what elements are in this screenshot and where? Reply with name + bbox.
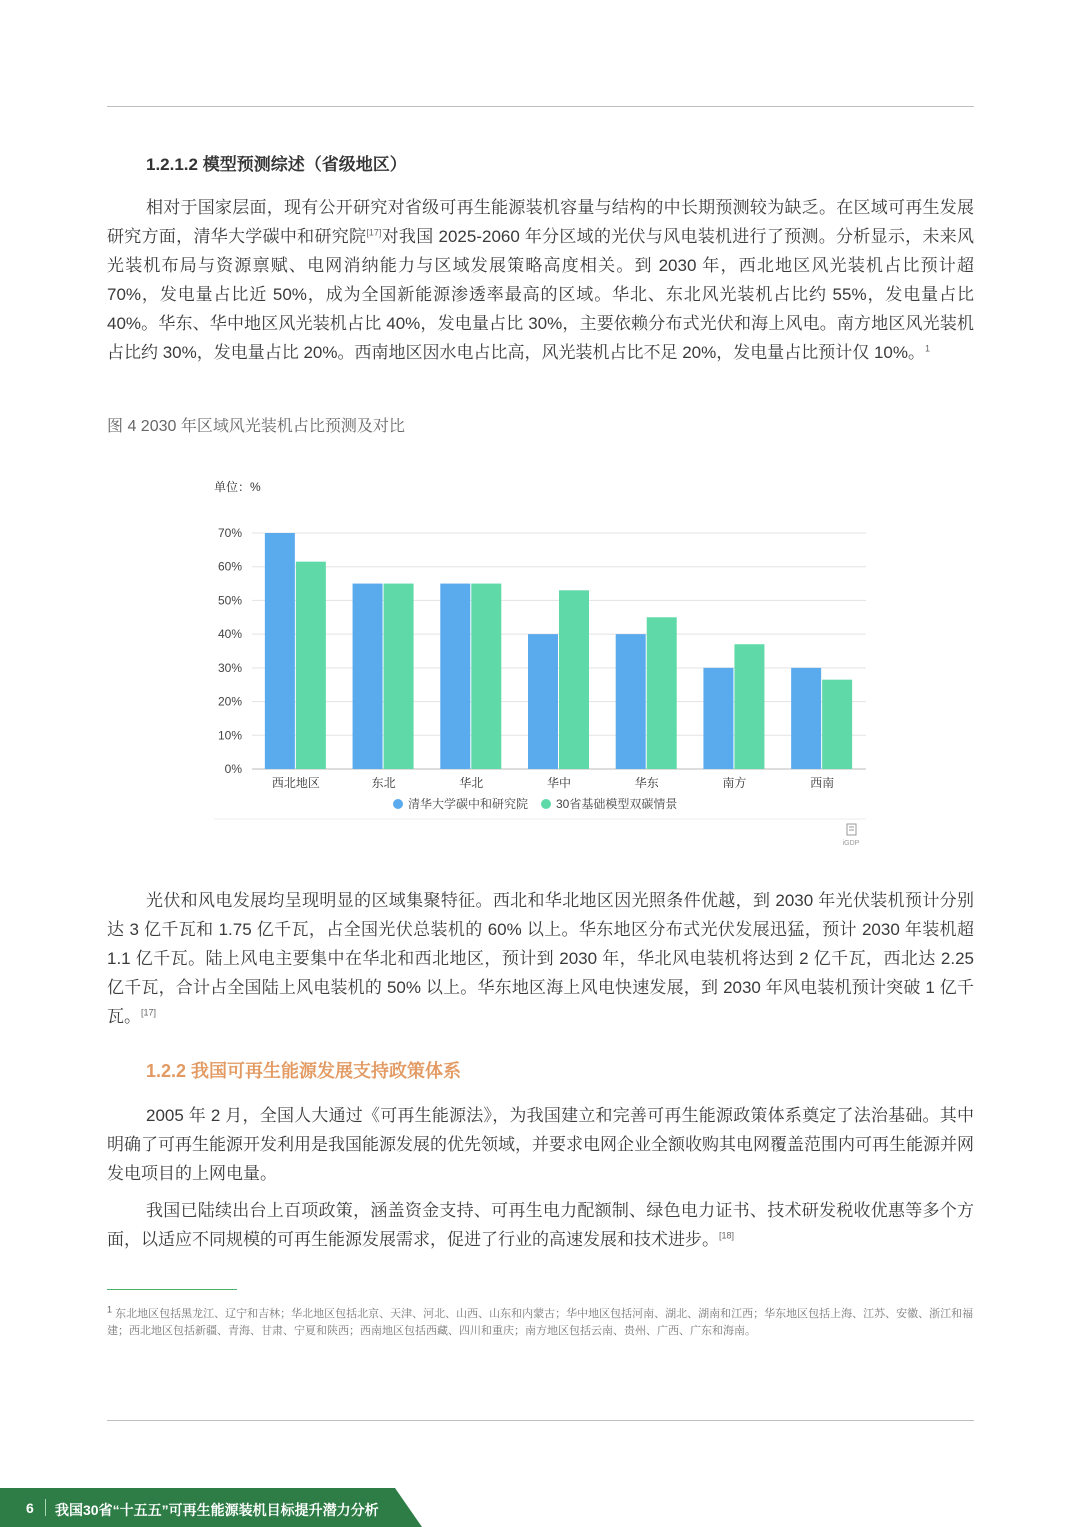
paragraph-regional-clustering [107, 886, 974, 1031]
footnote-text: 东北地区包括黑龙江、辽宁和吉林；华北地区包括北京、天津、河北、山西、山东和内蒙古；华中地区包括河南、湖北、湖南和江西；华东地区包括上海、江苏、安徽、浙江和福建；西北地区包括新疆、青海、甘肃、宁夏和陕西；西南地区包括西藏、四川和重庆；南方地区包括云南、贵州、广西、广东和海南。 [107, 1308, 974, 1337]
footnote [107, 1306, 974, 1340]
logo-text: iGDP [842, 840, 860, 847]
y-tick-label: 50% [217, 593, 242, 608]
x-category-label: 南方 [722, 776, 747, 790]
section-heading: 1.2.1.2 模型预测综述（省级地区） [146, 155, 407, 174]
igdp-logo [843, 824, 860, 847]
bar [296, 562, 326, 769]
bar [265, 533, 295, 769]
footnote-mark: 1 [925, 343, 931, 354]
bar [440, 584, 470, 769]
bar [353, 584, 383, 769]
bar [471, 584, 501, 769]
y-tick-label: 60% [217, 559, 242, 574]
bar-chart [200, 470, 880, 860]
bar [734, 644, 764, 769]
citation-ref: [18] [719, 1230, 735, 1241]
legend-entry: 清华大学碳中和研究院 [408, 797, 529, 811]
header-rule [107, 106, 974, 107]
paragraph-text: 光伏和风电发展均呈现明显的区域集聚特征。西北和华北地区因光照条件优越，到 2030 年光伏装机预计分别达 3 亿千瓦和 1.75 亿千瓦，占全国光伏总装机的 60% 以上。华东地区分布式光伏发展迅猛，预计 2030 年装机超 1.1 亿千瓦。陆上风电主要集中在华北和西北地区，预计到 2030 年，华北风电装机将达到 2 亿千瓦，西北达 2.25 亿千瓦，合计占全国陆上风电装机的 50% 以上。华东地区海上风电快速发展，到 2030 年风电装机预计突破 1 亿千瓦。 [107, 891, 974, 1026]
footnote-rule [107, 1289, 237, 1290]
x-category-label: 华中 [546, 776, 572, 790]
bar [647, 617, 677, 769]
figure-caption: 图 4 2030 年区域风光装机占比预测及对比 [107, 418, 405, 435]
footnote-mark: 1 [107, 1304, 113, 1315]
y-tick-label: 70% [217, 526, 242, 540]
x-category-label: 东北 [371, 776, 396, 790]
paragraph-model-overview [107, 193, 974, 367]
citation-ref: [17] [366, 227, 382, 238]
y-tick-label: 40% [217, 627, 242, 642]
report-title: 我国30省“十五五”可再生能源装机目标提升潜力分析 [55, 1502, 379, 1518]
legend-swatch [393, 799, 403, 809]
footer-rule [107, 1420, 974, 1421]
bar [384, 584, 414, 769]
y-tick-label: 0% [224, 762, 242, 776]
paragraph-policies [107, 1196, 974, 1254]
bar [703, 668, 733, 769]
bar-chart-svg [200, 470, 880, 860]
bar [559, 590, 589, 769]
paragraph-renewable-law: 2005 年 2 月，全国人大通过《可再生能源法》，为我国建立和完善可再生能源政策体系奠定了法治基础。其中明确了可再生能源开发利用是我国能源发展的优先领域，并要求电网企业全额收购其电网覆盖范围内可再生能源并网发电项目的上网电量。 [107, 1106, 974, 1183]
bar [791, 668, 821, 769]
legend-entry: 30省基础模型双碳情景 [556, 797, 678, 811]
y-tick-label: 10% [217, 728, 242, 743]
bar [616, 634, 646, 769]
x-category-label: 华东 [634, 776, 659, 790]
citation-ref: [17] [141, 1007, 157, 1018]
y-tick-label: 30% [217, 660, 242, 675]
x-category-label: 西南 [810, 776, 835, 790]
legend-swatch [541, 799, 551, 809]
footer-separator [45, 1499, 46, 1516]
paragraph-text: 我国已陆续出台上百项政策，涵盖资金支持、可再生电力配额制、绿色电力证书、技术研发税收优惠等多个方面，以适应不同规模的可再生能源发展需求，促进了行业的高速发展和技术进步。 [107, 1201, 974, 1249]
bar [528, 634, 558, 769]
bar [822, 680, 852, 769]
subsection-heading: 1.2.2 我国可再生能源发展支持政策体系 [146, 1061, 462, 1081]
paragraph-text: 相对于国家层面，现有公开研究对省级可再生能源装机容量与结构的中长期预测较为缺乏。在区域可再生发展研究方面，清华大学碳中和研究院 [107, 198, 974, 246]
chart-unit-label: 单位：% [214, 480, 261, 494]
page-number: 6 [26, 1500, 34, 1516]
paragraph-text: 对我国 2025-2060 年分区域的光伏与风电装机进行了预测。分析显示，未来风光装机布局与资源禀赋、电网消纳能力与区域发展策略高度相关。到 2030 年，西北地区风光装机占比预计超 70%，发电量占比近 50%，成为全国新能源渗透率最高的区域。华北、东北风光装机占比约 55%，发电量占比 40%。华东、华中地区风光装机占比 40%，发电量占比 30%，主要依赖分布式光伏和海上风电。南方地区风光装机占比约 30%，发电量占比 20%。西南地区因水电占比高，风光装机占比不足 20%，发电量占比预计仅 10%。 [107, 227, 975, 362]
y-tick-label: 20% [217, 694, 242, 709]
x-category-label: 华北 [459, 776, 484, 790]
x-category-label: 西北地区 [271, 776, 320, 790]
